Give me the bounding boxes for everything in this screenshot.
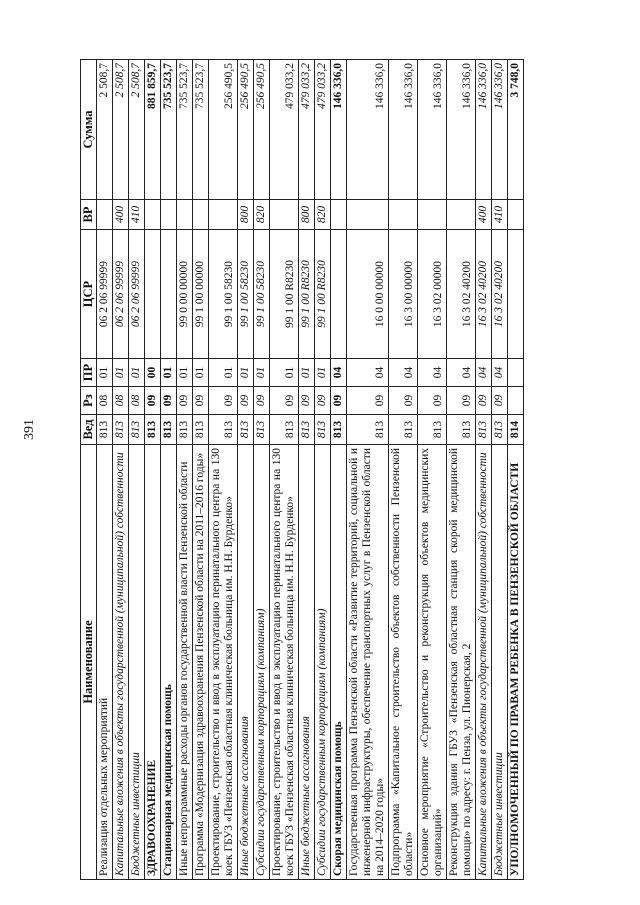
cell-name: Бюджетные инвестиции xyxy=(492,445,508,880)
cell-ved: 813 xyxy=(347,415,389,445)
cell-vr xyxy=(447,200,476,230)
rotated-table-container xyxy=(80,60,580,880)
cell-rz: 08 xyxy=(113,387,129,415)
cell-vr xyxy=(177,200,193,230)
table-row xyxy=(315,60,331,880)
cell-ved: 813 xyxy=(145,415,161,445)
cell-pr: 04 xyxy=(418,359,447,387)
cell-sum: 735 523,7 xyxy=(193,60,209,200)
budget-table xyxy=(80,59,524,880)
cell-vr xyxy=(347,200,389,230)
cell-rz: 09 xyxy=(447,387,476,415)
cell-pr: 01 xyxy=(161,359,177,387)
cell-ved: 813 xyxy=(447,415,476,445)
cell-name: Подпрограмма «Капитальное строительство объектов собственности Пензенской области» xyxy=(389,445,418,880)
table-row xyxy=(447,60,476,880)
cell-pr: 04 xyxy=(331,359,347,387)
cell-name: Иные непрограммные расходы органов государственной власти Пензенской области xyxy=(177,445,193,880)
cell-ved: 813 xyxy=(315,415,331,445)
cell-sum: 146 336,0 xyxy=(476,60,492,200)
cell-ved: 813 xyxy=(209,415,238,445)
cell-vr xyxy=(193,200,209,230)
cell-ved: 813 xyxy=(254,415,270,445)
cell-sum: 479 033,2 xyxy=(299,60,315,200)
cell-vr: 410 xyxy=(492,200,508,230)
cell-ved: 813 xyxy=(492,415,508,445)
cell-csr: 06 2 06 99999 xyxy=(113,230,129,359)
cell-ved: 813 xyxy=(476,415,492,445)
cell-csr: 99 1 00 58230 xyxy=(238,230,254,359)
cell-csr: 99 0 00 00000 xyxy=(177,230,193,359)
cell-rz: 09 xyxy=(161,387,177,415)
table-row xyxy=(347,60,389,880)
cell-pr: 04 xyxy=(492,359,508,387)
table-body xyxy=(97,60,524,880)
header-pr: ПР xyxy=(81,359,97,387)
table-row xyxy=(238,60,254,880)
cell-csr: 99 1 00 R8230 xyxy=(315,230,331,359)
table-row xyxy=(145,60,161,880)
table-row xyxy=(177,60,193,880)
cell-pr: 01 xyxy=(299,359,315,387)
cell-pr: 01 xyxy=(315,359,331,387)
cell-sum: 146 336,0 xyxy=(347,60,389,200)
cell-rz: 09 xyxy=(347,387,389,415)
cell-ved: 813 xyxy=(389,415,418,445)
cell-csr: 99 1 00 58230 xyxy=(209,230,238,359)
cell-sum: 2 508,7 xyxy=(113,60,129,200)
cell-rz: 09 xyxy=(299,387,315,415)
cell-csr: 99 1 00 00000 xyxy=(193,230,209,359)
cell-csr: 16 3 02 40200 xyxy=(476,230,492,359)
cell-ved: 813 xyxy=(270,415,299,445)
cell-rz: 08 xyxy=(129,387,145,415)
cell-pr: 01 xyxy=(193,359,209,387)
cell-sum: 146 336,0 xyxy=(492,60,508,200)
cell-ved: 813 xyxy=(418,415,447,445)
header-name: Наименование xyxy=(81,445,97,880)
cell-csr: 99 1 00 R8230 xyxy=(270,230,299,359)
table-row xyxy=(97,60,113,880)
cell-csr: 99 1 00 58230 xyxy=(254,230,270,359)
cell-vr xyxy=(418,200,447,230)
cell-name: Капитальные вложения в объекты государственной (муниципальной) собственности xyxy=(113,445,129,880)
cell-vr: 400 xyxy=(476,200,492,230)
cell-rz: 09 xyxy=(193,387,209,415)
table-row xyxy=(476,60,492,880)
cell-pr: 01 xyxy=(254,359,270,387)
cell-sum: 146 336,0 xyxy=(389,60,418,200)
cell-sum: 146 336,0 xyxy=(418,60,447,200)
cell-ved: 814 xyxy=(508,415,524,445)
cell-ved: 813 xyxy=(193,415,209,445)
header-vr: ВР xyxy=(81,200,97,230)
cell-pr: 01 xyxy=(238,359,254,387)
cell-rz: 09 xyxy=(254,387,270,415)
cell-rz: 09 xyxy=(476,387,492,415)
cell-vr xyxy=(97,200,113,230)
cell-name: ЗДРАВООХРАНЕНИЕ xyxy=(145,445,161,880)
cell-ved: 813 xyxy=(97,415,113,445)
table-row xyxy=(161,60,177,880)
cell-name: Капитальные вложения в объекты государственной (муниципальной) собственности xyxy=(476,445,492,880)
cell-rz xyxy=(508,387,524,415)
cell-name: Реконструкция здания ГБУЗ «Пензенская областная станция скорой медицинской помощи» по адресу: г. Пенза, ул. Пионерская, 2 xyxy=(447,445,476,880)
cell-ved: 813 xyxy=(113,415,129,445)
cell-rz: 09 xyxy=(492,387,508,415)
cell-sum: 735 523,7 xyxy=(177,60,193,200)
table-header-row xyxy=(81,60,97,880)
cell-pr: 04 xyxy=(347,359,389,387)
cell-sum: 256 490,5 xyxy=(254,60,270,200)
cell-sum: 146 336,0 xyxy=(447,60,476,200)
table-row xyxy=(389,60,418,880)
cell-rz: 09 xyxy=(270,387,299,415)
cell-sum: 2 508,7 xyxy=(97,60,113,200)
cell-vr: 400 xyxy=(113,200,129,230)
table-row xyxy=(418,60,447,880)
cell-pr: 01 xyxy=(270,359,299,387)
table-row xyxy=(254,60,270,880)
cell-rz: 08 xyxy=(97,387,113,415)
cell-csr: 06 2 06 99999 xyxy=(97,230,113,359)
cell-sum: 3 748,0 xyxy=(508,60,524,200)
cell-rz: 09 xyxy=(331,387,347,415)
cell-name: Иные бюджетные ассигнования xyxy=(299,445,315,880)
table-row xyxy=(209,60,238,880)
cell-name: Программа «Модернизация здравоохранения Пензенской области на 2011–2016 годы» xyxy=(193,445,209,880)
cell-name: Субсидии государственным корпорациям (компаниям) xyxy=(315,445,331,880)
cell-ved: 813 xyxy=(161,415,177,445)
cell-vr xyxy=(270,200,299,230)
cell-csr: 99 1 00 R8230 xyxy=(299,230,315,359)
header-sum: Сумма xyxy=(81,60,97,200)
cell-pr: 01 xyxy=(209,359,238,387)
cell-sum: 256 490,5 xyxy=(238,60,254,200)
cell-pr: 01 xyxy=(177,359,193,387)
cell-name: Иные бюджетные ассигнования xyxy=(238,445,254,880)
cell-vr: 800 xyxy=(299,200,315,230)
cell-csr: 16 3 00 00000 xyxy=(389,230,418,359)
table-row xyxy=(299,60,315,880)
cell-pr: 04 xyxy=(389,359,418,387)
cell-ved: 813 xyxy=(331,415,347,445)
cell-name: Проектирование, строительство и ввод в эксплуатацию перинатального центра на 130 коек ГБУЗ «Пензенская областная клиническая больница им. Н.Н. Бурденко» xyxy=(209,445,238,880)
header-csr: ЦСР xyxy=(81,230,97,359)
cell-sum: 735 523,7 xyxy=(161,60,177,200)
cell-name: Проектирование, строительство и ввод в эксплуатацию перинатального центра на 130 коек ГБУЗ «Пензенская областная клиническая больница им. Н.Н. Бурденко» xyxy=(270,445,299,880)
cell-ved: 813 xyxy=(299,415,315,445)
cell-csr: 16 3 02 40200 xyxy=(492,230,508,359)
table-row xyxy=(113,60,129,880)
cell-csr xyxy=(145,230,161,359)
cell-csr: 16 0 00 00000 xyxy=(347,230,389,359)
table-row xyxy=(508,60,524,880)
cell-csr xyxy=(161,230,177,359)
cell-pr: 04 xyxy=(476,359,492,387)
cell-name: Государственная программа Пензенской области «Развитие территорий, социальной и инженерной инфраструктуры, обеспечение транспортных услуг в Пензенской области на 2014–2020 годы» xyxy=(347,445,389,880)
cell-sum: 146 336,0 xyxy=(331,60,347,200)
cell-sum: 256 490,5 xyxy=(209,60,238,200)
cell-ved: 813 xyxy=(129,415,145,445)
cell-csr xyxy=(331,230,347,359)
cell-vr xyxy=(161,200,177,230)
cell-vr: 820 xyxy=(254,200,270,230)
cell-csr: 16 3 02 40200 xyxy=(447,230,476,359)
cell-ved: 813 xyxy=(238,415,254,445)
cell-name: Реализация отдельных мероприятий xyxy=(97,445,113,880)
cell-pr: 04 xyxy=(447,359,476,387)
cell-name: УПОЛНОМОЧЕННЫЙ ПО ПРАВАМ РЕБЕНКА В ПЕНЗЕНСКОЙ ОБЛАСТИ xyxy=(508,445,524,880)
cell-vr xyxy=(145,200,161,230)
table-row xyxy=(270,60,299,880)
cell-pr: 00 xyxy=(145,359,161,387)
cell-pr: 01 xyxy=(97,359,113,387)
cell-rz: 09 xyxy=(418,387,447,415)
cell-rz: 09 xyxy=(177,387,193,415)
cell-csr: 16 3 02 00000 xyxy=(418,230,447,359)
cell-vr: 800 xyxy=(238,200,254,230)
cell-name: Скорая медицинская помощь xyxy=(331,445,347,880)
cell-vr: 410 xyxy=(129,200,145,230)
cell-name: Субсидии государственным корпорациям (компаниям) xyxy=(254,445,270,880)
cell-vr xyxy=(389,200,418,230)
table-row xyxy=(331,60,347,880)
cell-rz: 09 xyxy=(315,387,331,415)
cell-pr xyxy=(508,359,524,387)
cell-name: Стационарная медицинская помощь xyxy=(161,445,177,880)
table-row xyxy=(193,60,209,880)
cell-rz: 09 xyxy=(209,387,238,415)
cell-sum: 881 859,7 xyxy=(145,60,161,200)
header-ved: Вед xyxy=(81,415,97,445)
table-row xyxy=(492,60,508,880)
cell-sum: 479 033,2 xyxy=(270,60,299,200)
cell-vr xyxy=(209,200,238,230)
cell-name: Основное мероприятие «Строительство и реконструкция объектов медицинских организаций» xyxy=(418,445,447,880)
table-row xyxy=(129,60,145,880)
cell-pr: 01 xyxy=(113,359,129,387)
cell-vr xyxy=(508,200,524,230)
cell-rz: 09 xyxy=(389,387,418,415)
cell-name: Бюджетные инвестиции xyxy=(129,445,145,880)
cell-sum: 479 033,2 xyxy=(315,60,331,200)
cell-csr xyxy=(508,230,524,359)
cell-sum: 2 508,7 xyxy=(129,60,145,200)
cell-rz: 09 xyxy=(145,387,161,415)
header-rz: Рз xyxy=(81,387,97,415)
cell-vr: 820 xyxy=(315,200,331,230)
cell-vr xyxy=(331,200,347,230)
cell-pr: 01 xyxy=(129,359,145,387)
cell-ved: 813 xyxy=(177,415,193,445)
page-number: 391 xyxy=(22,419,37,440)
cell-csr: 06 2 06 99999 xyxy=(129,230,145,359)
cell-rz: 09 xyxy=(238,387,254,415)
